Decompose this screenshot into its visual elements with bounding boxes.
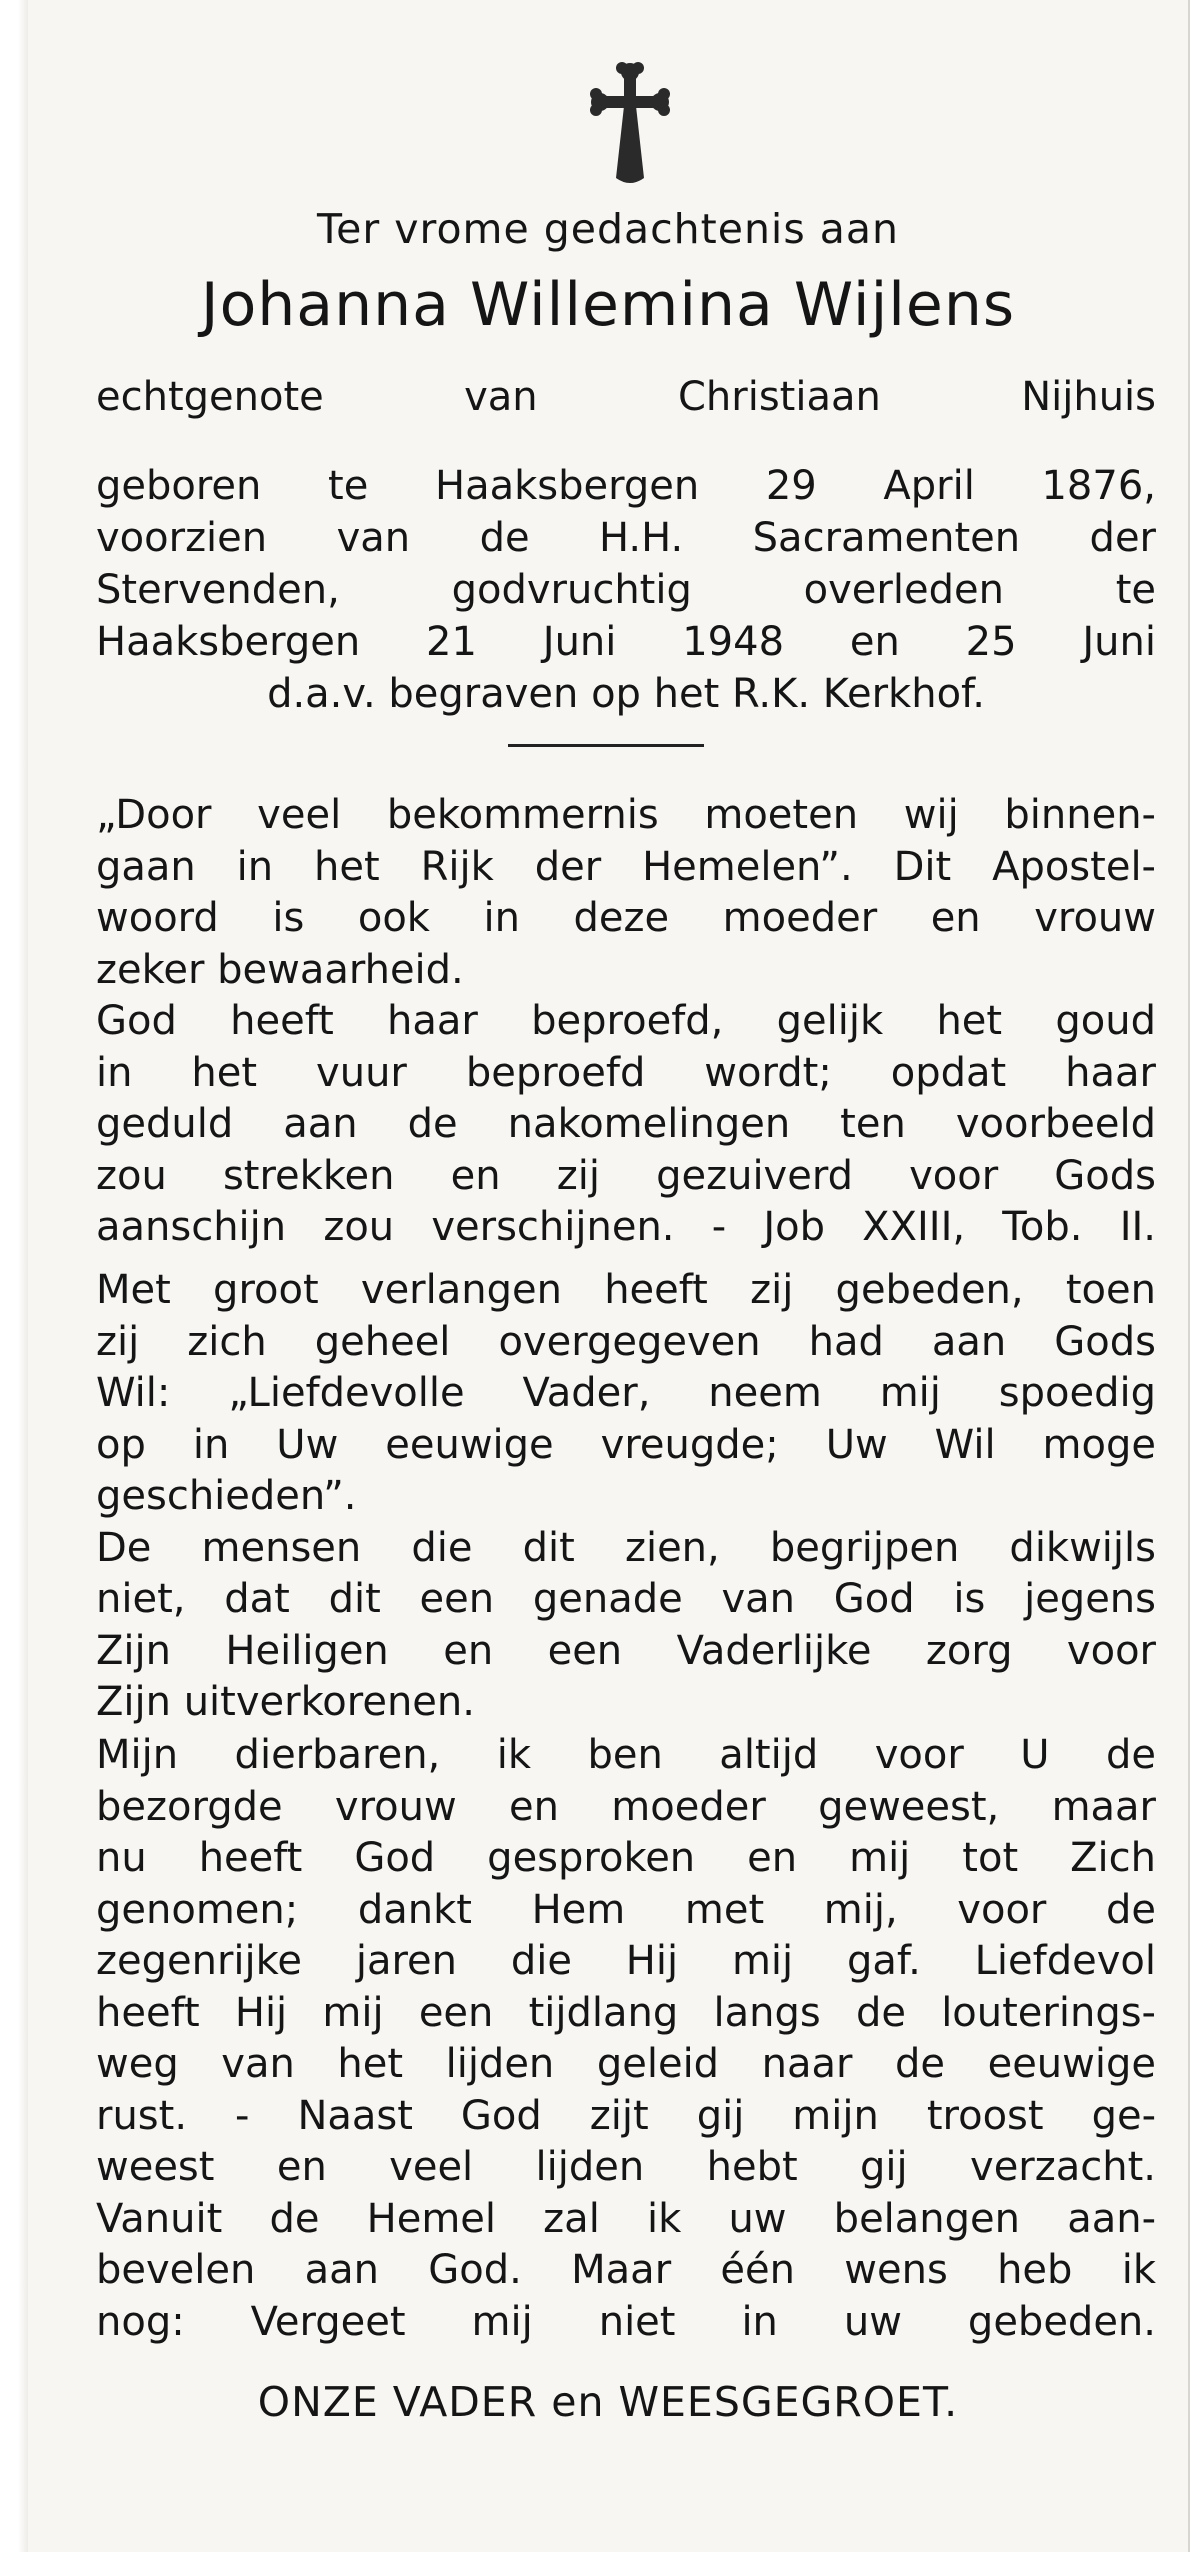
text-line: geduld aan de nakomelingen ten voorbeeld [96,1101,1156,1147]
closing-prayer: ONZE VADER en WEESGEGROET. [257,2378,959,2426]
bio-line: Stervenden, godvruchtig overleden te [96,567,1156,613]
paragraph-3 [96,1730,1156,2348]
paragraph-1 [96,790,1156,1254]
text-line: op in Uw eeuwige vreugde; Uw Wil moge [96,1421,1156,1468]
text-line: genomen; dankt Hem met mij, voor de [96,1886,1156,1933]
text-line: God heeft haar beproefd, gelijk het goud [96,998,1156,1044]
bio-line: Haaksbergen 21 Juni 1948 en 25 Juni [96,619,1156,665]
text-line: woord is ook in deze moeder en vrouw [96,895,1156,941]
spouse-line: echtgenote van Christiaan Nijhuis [96,374,1156,420]
memorial-card [28,0,1190,2552]
bio-line: d.a.v. begraven op het R.K. Kerkhof. [267,671,985,717]
bio-line: voorzien van de H.H. Sacramenten der [96,515,1156,561]
text-line: bevelen aan God. Maar één wens heb ik [96,2247,1156,2293]
deceased-name: Johanna Willemina Wijlens [200,270,1016,340]
text-line: Mijn dierbaren, ik ben altijd voor U de [96,1732,1156,1778]
text-line: niet, dat dit een genade van God is jegens [96,1576,1156,1622]
text-line: rust. - Naast God zijt gij mijn troost ge- [96,2092,1156,2139]
text-line: zij zich geheel overgegeven had aan Gods [96,1318,1156,1365]
text-line: De mensen die dit zien, begrijpen dikwijls [96,1524,1156,1571]
text-line: geschieden”. [96,1473,357,1519]
text-line: nog: Vergeet mij niet in uw gebeden. [96,2298,1156,2345]
text-line: zeker bewaarheid. [96,946,464,993]
text-line: Met groot verlangen heeft zij gebeden, toen [96,1267,1156,1313]
text-line: zegenrijke jaren die Hij mij gaf. Liefdevol [96,1938,1156,1984]
text-line: „Door veel bekommernis moeten wij binnen- [96,792,1156,838]
divider-line [508,744,704,747]
text-line: Zijn Heiligen en een Vaderlijke zorg voor [96,1627,1156,1674]
cross-icon [588,60,672,190]
text-line: Vanuit de Hemel zal ik uw belangen aan- [96,2195,1156,2242]
text-line: weg van het lijden geleid naar de eeuwige [96,2041,1156,2087]
bio-line: geboren te Haaksbergen 29 April 1876, [96,463,1156,509]
text-line: heeft Hij mij een tijdlang langs de louterings- [96,1989,1156,2036]
text-line: zou strekken en zij gezuiverd voor Gods [96,1152,1156,1199]
text-line: gaan in het Rijk der Hemelen”. Dit Apostel- [96,843,1156,890]
text-line: aanschijn zou verschijnen. - Job XXIII, Tob. II. [96,1204,1156,1250]
biography-block [96,460,1156,720]
text-line: Wil: „Liefdevolle Vader, neem mij spoedig [96,1370,1156,1416]
text-line: nu heeft God gesproken en mij tot Zich [96,1835,1156,1881]
text-line: weest en veel lijden hebt gij verzacht. [96,2144,1156,2190]
intro-text: Ter vrome gedachtenis aan [317,205,899,253]
text-line: Zijn uitverkorenen. [96,1679,475,1725]
text-line: in het vuur beproefd wordt; opdat haar [96,1049,1156,1096]
paragraph-2 [96,1265,1156,1729]
text-line: bezorgde vrouw en moeder geweest, maar [96,1783,1156,1830]
